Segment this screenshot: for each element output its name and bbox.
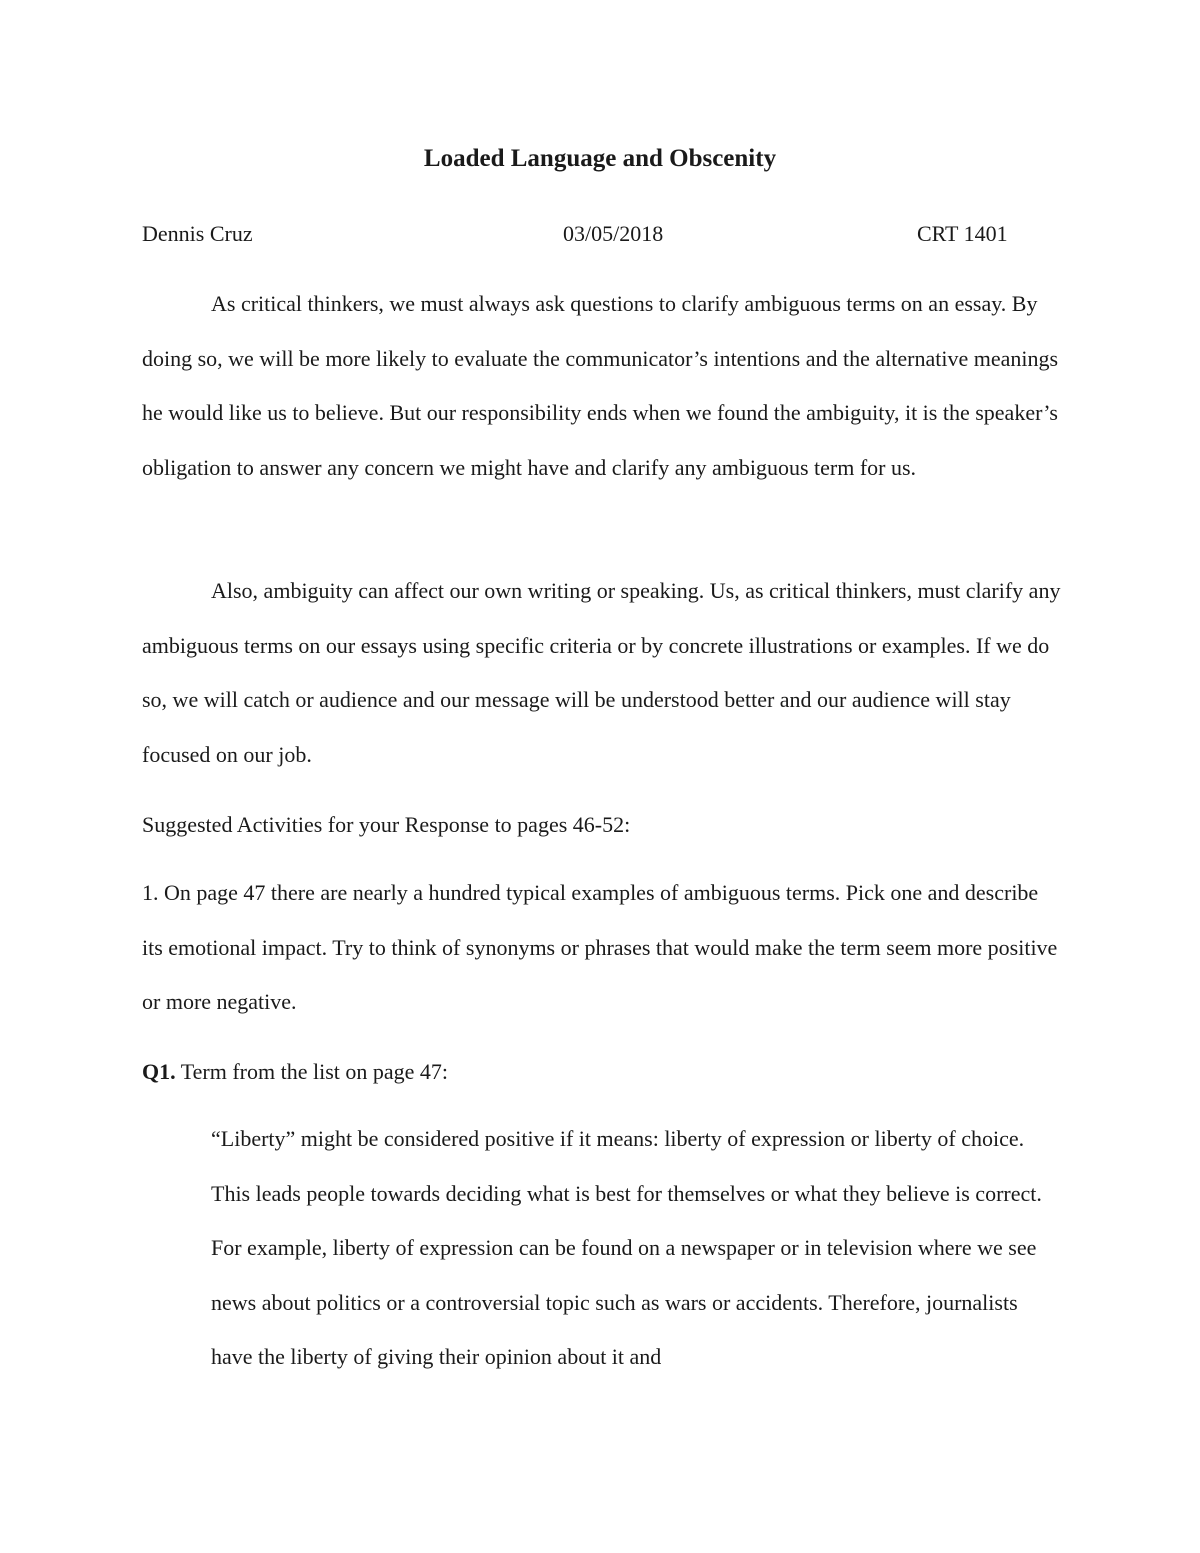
document-title: Loaded Language and Obscenity <box>423 145 777 172</box>
author-name: Dennis Cruz <box>142 221 253 246</box>
answer-paragraph: “Liberty” might be considered positive if it means: liberty of expression or liberty of choice. This leads people towards deciding what is best for themselves or what they believe is correct. For example, liberty of expression can be found on a newspaper or in television where we see news about politics or a controversial topic such as wars or accidents. Therefore, journalists have the liberty of giving their opinion about it and <box>211 1126 1042 1369</box>
question-label: Q1. <box>142 1059 176 1084</box>
question-text: Term from the list on page 47: <box>175 1059 449 1084</box>
activities-heading: Suggested Activities for your Response to pages 46-52: <box>142 812 631 837</box>
document-date: 03/05/2018 <box>563 221 664 246</box>
activity-1-text: 1. On page 47 there are nearly a hundred typical examples of ambiguous terms. Pick one and describe its emotional impact. Try to think of synonyms or phrases that would make the term seem more positive or more negative. <box>142 880 1058 1014</box>
course-code: CRT 1401 <box>917 221 1008 246</box>
body-paragraph-1: As critical thinkers, we must always ask questions to clarify ambiguous terms on an essay. By doing so, we will be more likely to evaluate the communicator’s intentions and the alternative meanings he would like us to believe. But our responsibility ends when we found the ambiguity, it is the speaker’s obligation to answer any concern we might have and clarify any ambiguous term for us. <box>142 291 1059 480</box>
question-line <box>142 1057 448 1087</box>
body-paragraph-2: Also, ambiguity can affect our own writing or speaking. Us, as critical thinkers, must clarify any ambiguous terms on our essays using specific criteria or by concrete illustrations or examples. If we do so, we will catch or audience and our message will be understood better and our audience will stay focused on our job. <box>142 578 1061 767</box>
